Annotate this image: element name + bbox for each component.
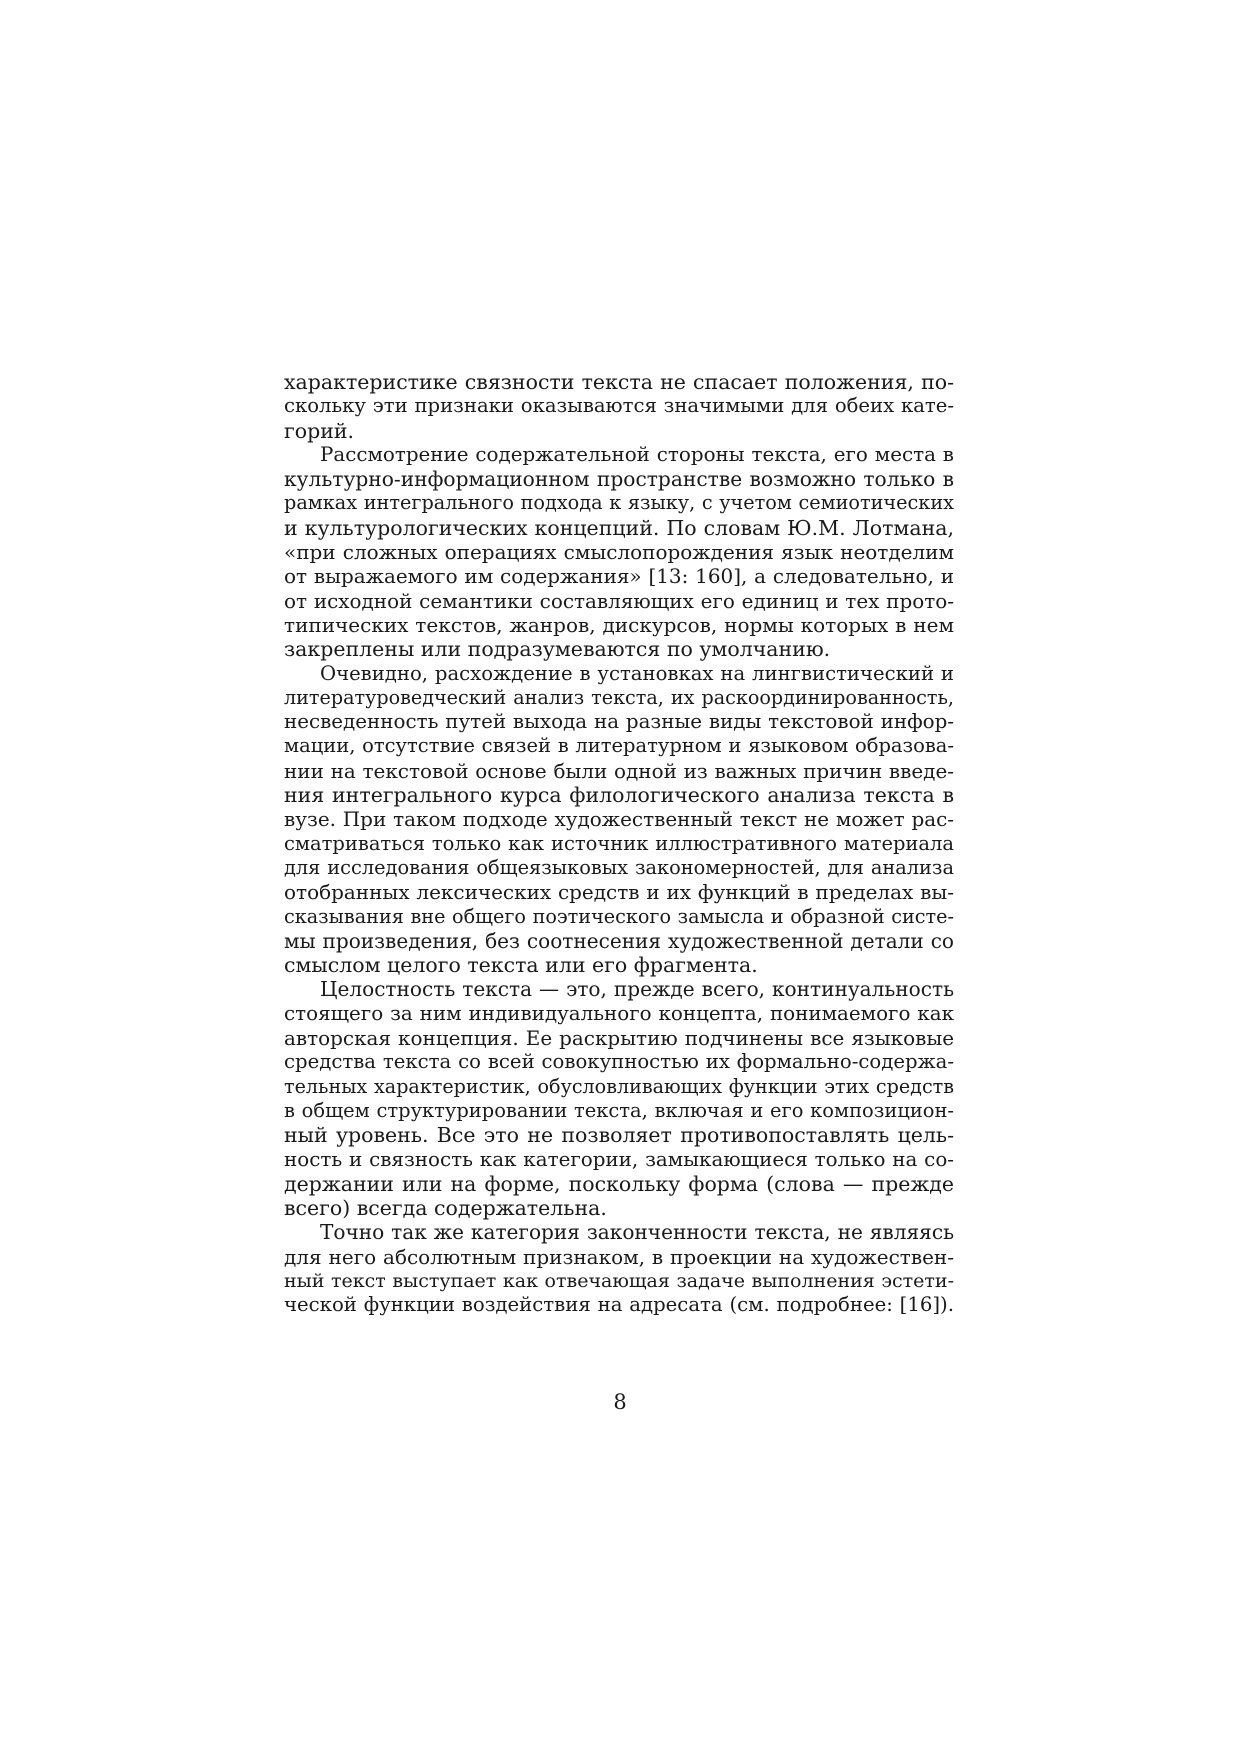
text-line: ность и связность как категории, замыкающиеся только на со-	[284, 1147, 954, 1171]
text-line: отобранных лексических средств и их функций в пределах вы-	[284, 880, 954, 905]
text-line: характеристике связности текста не спасает положения, по-	[284, 370, 954, 394]
text-line: стоящего за ним индивидуального концепта, понимаемого как	[284, 1001, 954, 1025]
text-line: ния интегрального курса филологического анализа текста в	[284, 783, 954, 808]
text-line: закреплены или подразумеваются по умолчанию.	[284, 637, 831, 662]
text-line: ный уровень. Все это не позволяет противопоставлять цель-	[284, 1123, 954, 1148]
text-line: мации, отсутствие связей в литературном и языковом образова-	[284, 734, 954, 758]
paragraph-2	[284, 443, 954, 662]
text-line: Целостность текста — это, прежде всего, континуальность	[320, 977, 954, 1002]
text-line: от исходной семантики составляющих его единиц и тех прото-	[284, 588, 954, 613]
text-line: Точно так же категория законченности текста, не являясь	[320, 1220, 954, 1245]
text-line: от выражаемого им содержания» [13: 160], а следовательно, и	[284, 564, 954, 589]
text-line: авторская концепция. Ее раскрытию подчинены все языковые	[284, 1026, 954, 1051]
text-line: в общем структурировании текста, включая и его композицион-	[284, 1098, 954, 1122]
paragraph-1	[284, 370, 954, 443]
text-line: для исследования общеязыковых закономерностей, для анализа	[284, 855, 954, 879]
paragraph-3	[284, 662, 954, 978]
text-line: ный текст выступает как отвечающая задаче выполнения эстети-	[284, 1269, 954, 1292]
text-line: сказывания вне общего поэтического замысла и образной систе-	[284, 904, 954, 928]
text-line: для него абсолютным признаком, в проекции на художествен-	[284, 1244, 954, 1269]
text-line: типических текстов, жанров, дискурсов, нормы которых в нем	[284, 612, 954, 637]
text-line: скольку эти признаки оказываются значимыми для обеих кате-	[284, 394, 954, 418]
text-line: горий.	[284, 418, 355, 443]
text-line: и культурологических концепций. По словам Ю.М. Лотмана,	[284, 515, 954, 540]
text-line: сматриваться только как источник иллюстративного материала	[284, 831, 954, 855]
text-line: держании или на форме, поскольку форма (слова — прежде	[284, 1171, 954, 1196]
paragraph-4	[284, 977, 954, 1220]
text-line: литературоведческий анализ текста, их раскоординированность,	[284, 685, 954, 709]
body-text	[284, 370, 954, 1318]
text-line: средства текста со всей совокупностью их формально-содержа-	[284, 1050, 954, 1074]
text-line: Очевидно, расхождение в установках на лингвистический и	[320, 661, 954, 685]
text-line: несведенность путей выхода на разные виды текстовой инфор-	[284, 710, 954, 734]
page-number: 8	[613, 1390, 627, 1414]
text-line: всего) всегда содержательна.	[284, 1196, 607, 1221]
text-line: «при сложных операциях смыслопорождения язык неотделим	[284, 540, 954, 565]
text-line: смыслом целого текста или его фрагмента.	[284, 953, 758, 978]
text-line: культурно-информационном пространстве возможно только в	[284, 467, 954, 492]
text-line: тельных характеристик, обусловливающих функции этих средств	[284, 1074, 954, 1098]
text-line: Рассмотрение содержательной стороны текста, его места в	[320, 442, 954, 466]
text-line: вузе. При таком подходе художественный текст не может рас-	[284, 807, 954, 832]
text-line: ческой функции воздействия на адресата (см. подробнее: [16]).	[284, 1293, 954, 1317]
text-line: рамках интегрального подхода к языку, с учетом семиотических	[284, 491, 954, 515]
text-line: нии на текстовой основе были одной из важных причин введе-	[284, 758, 954, 783]
paragraph-5	[284, 1220, 954, 1317]
text-line: мы произведения, без соотнесения художественной детали со	[284, 928, 954, 953]
